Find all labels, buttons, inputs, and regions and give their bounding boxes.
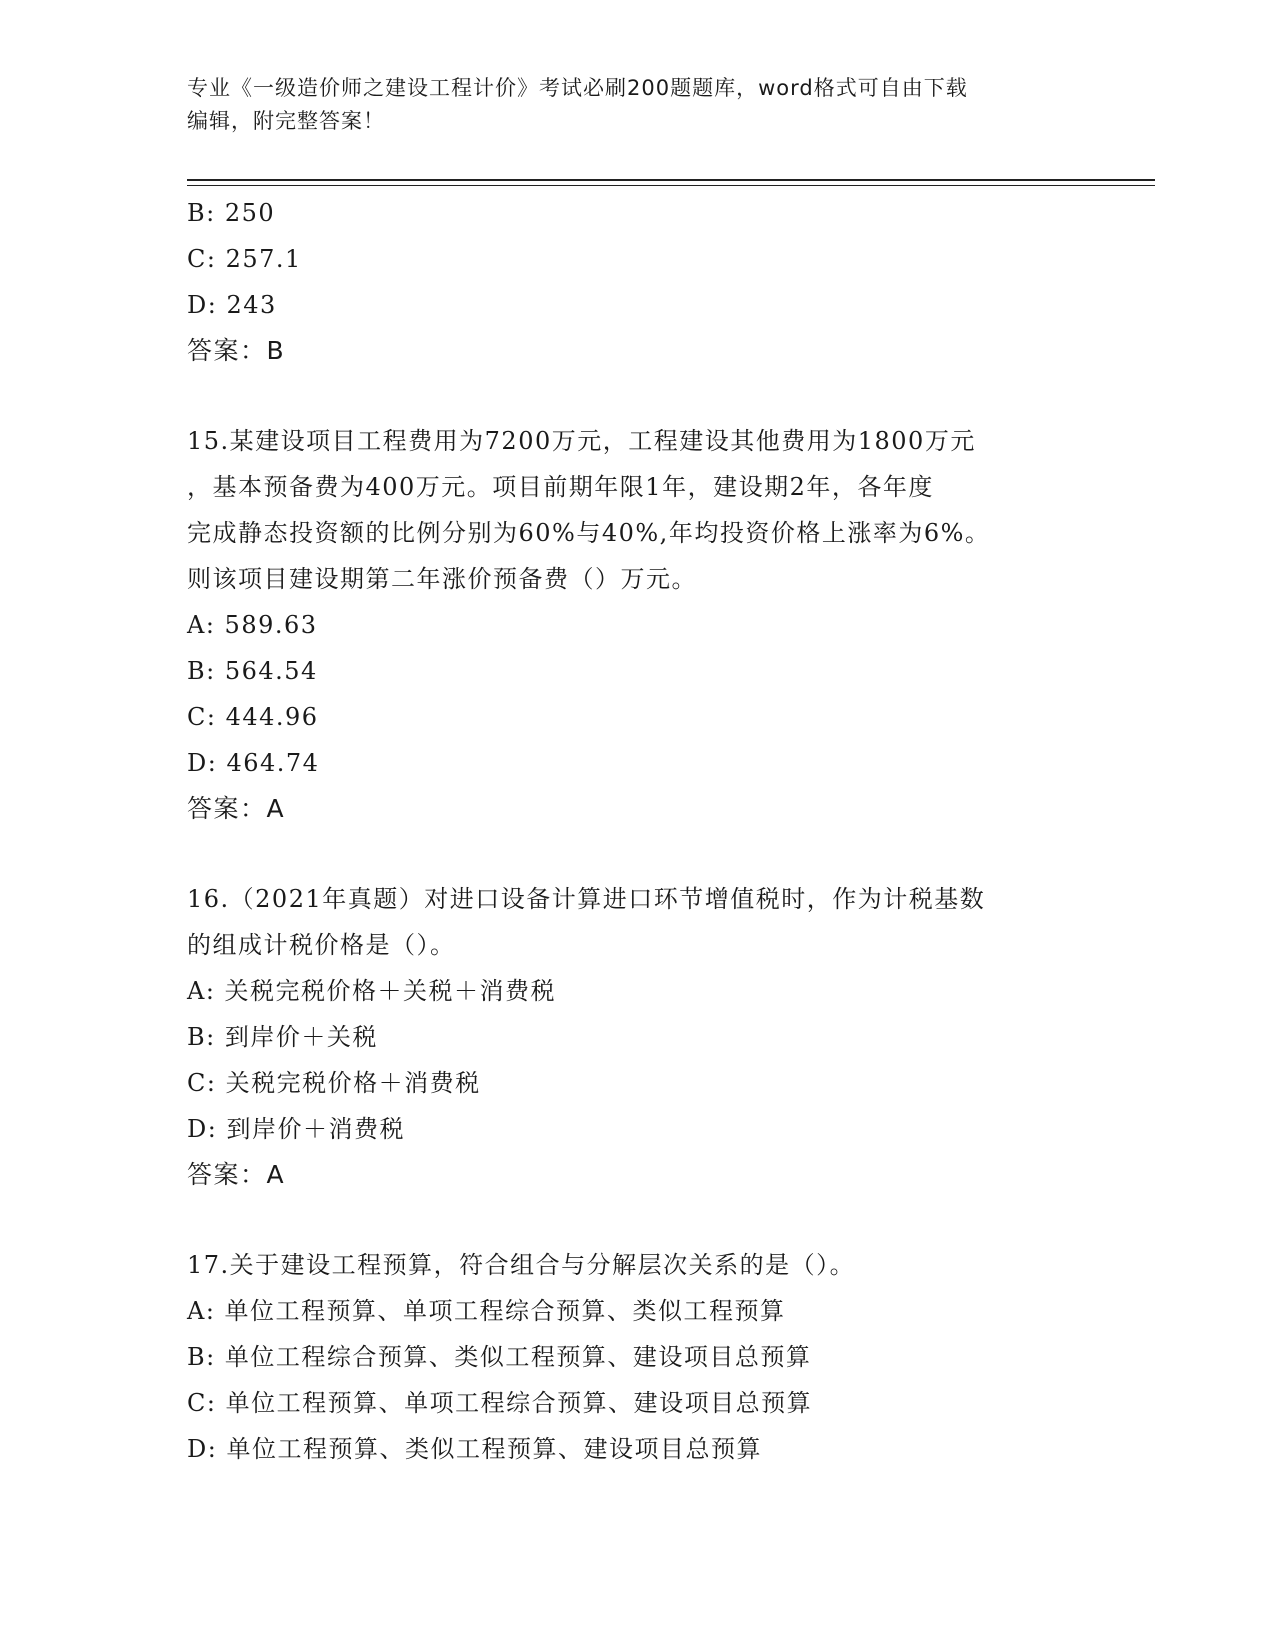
option-b: B: 564.54 — [187, 657, 318, 685]
option-a: A: 589.63 — [187, 611, 318, 639]
question-16 — [187, 876, 1087, 1198]
question-stem: 完成静态投资额的比例分别为60%与40%,年均投资价格上涨率为6%。 — [187, 519, 991, 547]
option-d: D: 243 — [187, 291, 277, 319]
option-b: B: 单位工程综合预算、类似工程预算、建设项目总预算 — [187, 1343, 812, 1371]
header-divider-thick — [187, 179, 1155, 181]
document-header — [187, 72, 1067, 138]
header-divider-thin — [187, 185, 1155, 186]
question-stem: 则该项目建设期第二年涨价预备费（）万元。 — [187, 565, 697, 593]
option-d: D: 464.74 — [187, 749, 320, 777]
question-stem: 的组成计税价格是（）。 — [187, 931, 456, 959]
question-17 — [187, 1242, 1087, 1472]
header-title-line1: 专业《一级造价师之建设工程计价》考试必刷200题题库，word格式可自由下载 — [187, 76, 968, 100]
answer: 答案：A — [187, 1160, 286, 1189]
question-list — [187, 190, 1087, 1472]
option-c: C: 444.96 — [187, 703, 319, 731]
option-d: D: 到岸价＋消费税 — [187, 1115, 405, 1143]
question-stem: ，基本预备费为400万元。项目前期年限1年，建设期2年，各年度 — [187, 473, 934, 501]
answer: 答案：B — [187, 336, 286, 365]
question-14 — [187, 190, 1087, 374]
option-a: A: 单位工程预算、单项工程综合预算、类似工程预算 — [187, 1297, 786, 1325]
option-a: A: 关税完税价格＋关税＋消费税 — [187, 977, 557, 1005]
question-stem: 16.（2021年真题）对进口设备计算进口环节增值税时，作为计税基数 — [187, 885, 986, 913]
question-stem: 17.关于建设工程预算，符合组合与分解层次关系的是（）。 — [187, 1251, 856, 1279]
option-c: C: 单位工程预算、单项工程综合预算、建设项目总预算 — [187, 1389, 813, 1417]
question-stem: 15.某建设项目工程费用为7200万元，工程建设其他费用为1800万元 — [187, 427, 976, 455]
option-d: D: 单位工程预算、类似工程预算、建设项目总预算 — [187, 1435, 762, 1463]
option-c: C: 257.1 — [187, 245, 302, 273]
option-b: B: 250 — [187, 199, 276, 227]
header-title-line2: 编辑，附完整答案！ — [187, 109, 385, 133]
answer: 答案：A — [187, 794, 286, 823]
option-b: B: 到岸价＋关税 — [187, 1023, 378, 1051]
option-c: C: 关税完税价格＋消费税 — [187, 1069, 481, 1097]
question-15 — [187, 418, 1087, 832]
